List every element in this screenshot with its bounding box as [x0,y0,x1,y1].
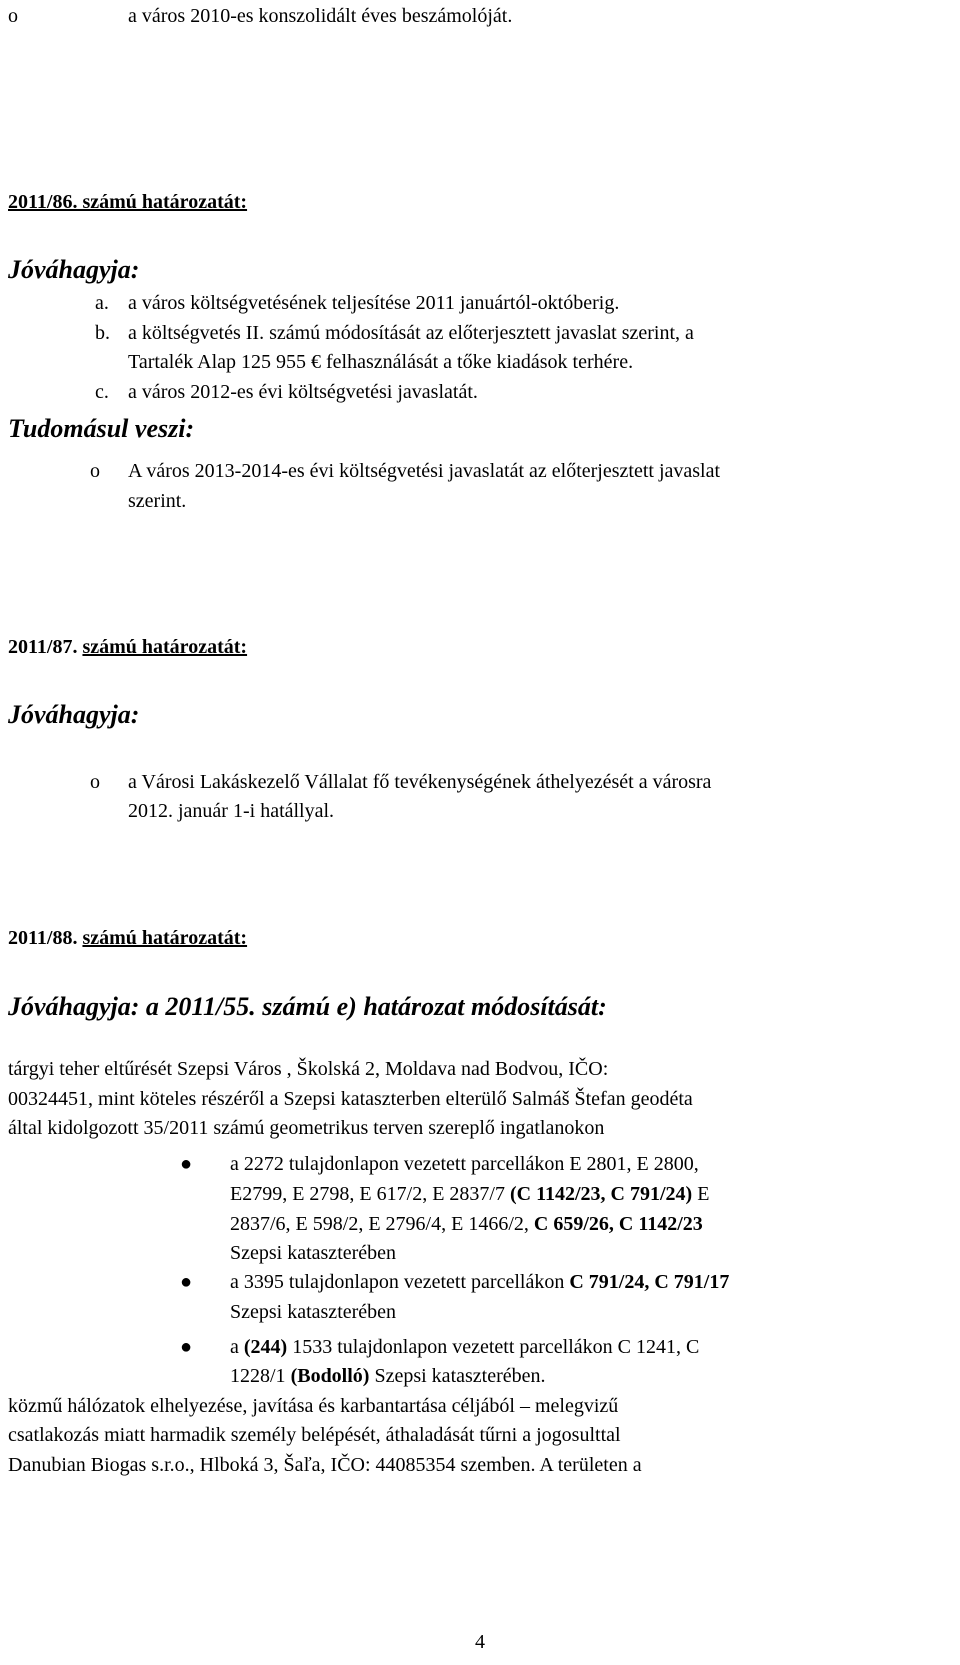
bullet-icon: ● [180,1153,193,1175]
closing-line: Danubian Biogas s.r.o., Hlboká 3, Šaľa, IČO: 44085354 szemben. A területen a [8,1454,642,1476]
bullet-line: a 2272 tulajdonlapon vezetett parcellákon E 2801, E 2800, [230,1153,699,1175]
text-run: E [692,1183,710,1205]
item-line: A város 2013-2014-es évi költségvetési javaslatát az előterjesztett javaslat [128,460,721,482]
bold-run: C 791/24, C 791/17 [569,1271,730,1293]
item-label: b. [95,322,110,344]
bullet-line [230,1268,950,1297]
bullet-icon: ● [180,1336,193,1358]
list-marker: o [90,771,100,793]
heading-number: 2011/87. [8,636,78,658]
bullet-line [230,1333,950,1362]
approves-line: Jóváhagyja: a 2011/55. számú e) határozat módosítását: [8,992,607,1021]
bullet-line [230,1210,950,1239]
item-line: 2012. január 1-i hatállyal. [128,800,335,822]
text-run: a [230,1336,244,1358]
closing-line: csatlakozás miatt harmadik személy belépését, áthaladását tűrni a jogosulttal [8,1424,621,1446]
acknowledges-label: Tudomásul veszi: [8,414,195,443]
bullet-line: Szepsi kataszterében [230,1301,397,1323]
text-run: Szepsi kataszterében. [369,1365,546,1387]
bold-run: (C 1142/23, C 791/24) [509,1183,693,1205]
intro-line: tárgyi teher eltűrését Szepsi Város , Školská 2, Moldava nad Bodvou, IČO: [8,1058,609,1080]
approves-label: Jóváhagyja: [8,255,140,284]
list-marker: o [8,5,18,27]
closing-line: közmű hálózatok elhelyezése, javítása és karbantartása céljából – melegvizű [8,1395,619,1417]
approves-label: Jóváhagyja: [8,700,140,729]
item-line: a költségvetés II. számú módosítását az előterjesztett javaslat szerint, a [128,322,694,344]
section-heading [8,924,952,953]
heading-number: 2011/88. [8,927,78,949]
text-run: 1228/1 [230,1365,291,1387]
bullet-line [230,1362,950,1391]
page-number: 4 [475,1631,485,1653]
bold-run: C 659/26, C 1142/23 [533,1213,703,1235]
section-heading: 2011/86. számú határozatát: [8,191,248,213]
item-label: c. [95,381,109,403]
bold-run: (Bodolló) [290,1365,370,1387]
list-marker: o [90,460,100,482]
item-line: a Városi Lakáskezelő Vállalat fő tevékenységének áthelyezését a városra [128,771,712,793]
item-line: szerint. [128,490,187,512]
section-heading [8,633,952,662]
bullet-line: Szepsi kataszterében [230,1242,397,1264]
item-label: a. [95,292,109,314]
bullet-line [230,1180,950,1209]
item-line: a város költségvetésének teljesítése 2011 januártól-októberig. [128,292,620,314]
text-run: E2799, E 2798, E 617/2, E 2837/7 [230,1183,510,1205]
intro-line: által kidolgozott 35/2011 számú geometrikus terven szereplő ingatlanokon [8,1117,605,1139]
item-line: Tartalék Alap 125 955 € felhasználását a tőke kiadások terhére. [128,351,634,373]
heading-text: számú határozatát: [82,636,248,658]
text-run: 1533 tulajdonlapon vezetett parcellákon C 1241, C [287,1336,700,1358]
bold-run: (244) [243,1336,288,1358]
item-line: a város 2012-es évi költségvetési javaslatát. [128,381,478,403]
list-item-text: a város 2010-es konszolidált éves beszámolóját. [128,5,513,27]
intro-line: 00324451, mint köteles részéről a Szepsi kataszterben elterülő Salmáš Štefan geodéta [8,1088,693,1110]
bullet-icon: ● [180,1271,193,1293]
heading-text: számú határozatát: [82,927,248,949]
text-run: a 3395 tulajdonlapon vezetett parcellákon [230,1271,570,1293]
text-run: 2837/6, E 598/2, E 2796/4, E 1466/2, [230,1213,534,1235]
